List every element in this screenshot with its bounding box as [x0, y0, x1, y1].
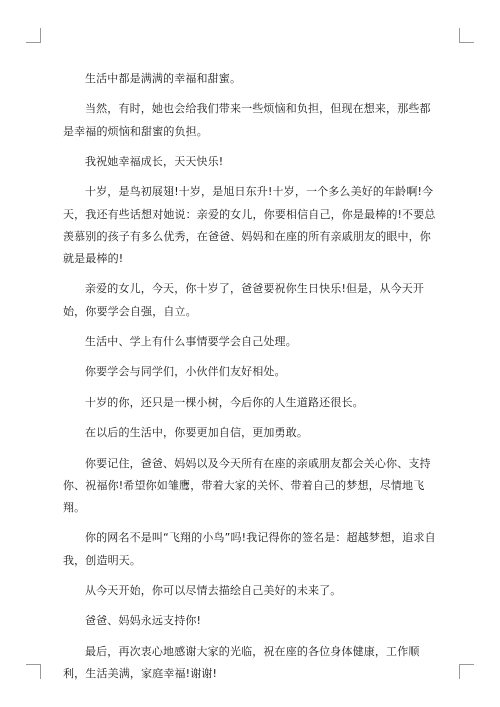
paragraph: 你的网名不是叫“飞翔的小鸟”吗!我记得你的签名是：超越梦想，追求自我，创造明天。 — [63, 531, 436, 567]
paragraph: 爸爸、妈妈永远支持你! — [85, 614, 202, 628]
paragraph: 你要记住，爸爸、妈妈以及今天所有在座的亲戚朋友都会关心你、支持你、祝福你!希望你如雏鹰，带着大家的关怀、带着自己的梦想，尽情地飞翔。 — [63, 456, 431, 514]
paragraph: 十岁的你，还只是一棵小树，今后你的人生道路还很长。 — [85, 395, 364, 409]
crop-mark-bottom-left — [26, 664, 41, 679]
paragraph: 生活中、学上有什么事情要学会自己处理。 — [85, 334, 297, 348]
paragraph: 当然，有时，她也会给我们带来一些烦恼和负担，但现在想来，那些都是幸福的烦恼和甜蜜的负担。 — [63, 102, 431, 138]
crop-mark-top-left — [26, 28, 41, 43]
paragraph: 我祝她幸福成长，天天快乐! — [85, 154, 224, 168]
crop-mark-bottom-right — [459, 664, 474, 679]
paragraph: 亲爱的女儿，今天，你十岁了，爸爸要祝你生日快乐!但是，从今天开始，你要学会自强，自立。 — [63, 282, 425, 318]
paragraph: 你要学会与同学们，小伙伴们友好相处。 — [85, 365, 286, 379]
paragraph: 从今天开始，你可以尽情去描绘自己美好的未来了。 — [85, 583, 342, 597]
paragraph: 在以后的生活中，你要更加自信，更加勇敢。 — [85, 426, 308, 440]
crop-mark-top-right — [459, 28, 474, 43]
paragraph: 最后，再次衷心地感谢大家的光临，祝在座的各位身体健康，工作顺利，生活美满，家庭幸福!谢谢! — [63, 644, 420, 680]
paragraph: 生活中都是满满的幸福和甜蜜。 — [85, 72, 242, 85]
paragraph: 十岁，是鸟初展翅!十岁，是旭日东升!十岁，一个多么美好的年龄啊!今天，我还有些话想对她说：亲爱的女儿，你要相信自己，你是最棒的!不要总羡慕别的孩子有多么优秀，在爸爸、妈妈和在座的所有亲戚朋友的眼中，你就是最棒的! — [63, 185, 436, 265]
document-body — [63, 68, 440, 693]
